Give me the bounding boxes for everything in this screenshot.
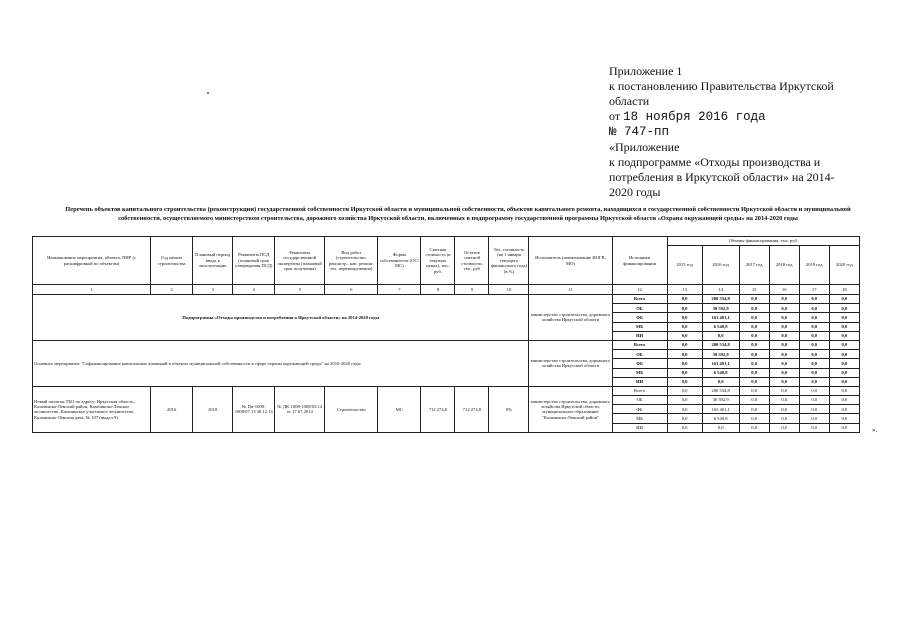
funding-value: 0,0 xyxy=(769,322,799,331)
funding-value: 0,0 xyxy=(667,359,702,368)
funding-value: 0,0 xyxy=(799,414,829,423)
column-number: 12 xyxy=(612,285,667,295)
funding-value: 0,0 xyxy=(667,313,702,322)
appendix-quote-line: «Приложение xyxy=(609,140,680,154)
funding-value: 0,0 xyxy=(739,386,769,395)
funding-value: 0,0 xyxy=(829,359,859,368)
funding-value: 0,0 xyxy=(667,322,702,331)
funding-source: ИИ xyxy=(612,331,667,340)
executor-cell: министерство строительства, дорожного хозяйства Иркутской области xyxy=(529,295,612,341)
funding-value: 163 401,1 xyxy=(702,359,739,368)
funding-value: 0,0 xyxy=(829,295,859,304)
column-header: Плановый период ввода в эксплуатацию xyxy=(193,237,233,285)
funding-value: 0,0 xyxy=(667,368,702,377)
column-header: Сметная стоимость (в текущих ценах), тыс. руб. xyxy=(421,237,455,285)
funding-value: 0,0 xyxy=(739,350,769,359)
funding-value: 0,0 xyxy=(799,359,829,368)
funding-value: 0,0 xyxy=(667,304,702,313)
object-remainder: 712 274,8 xyxy=(455,386,489,432)
appendix-title: Приложение 1 xyxy=(609,64,683,78)
funding-value: 163 401,1 xyxy=(702,405,739,414)
funding-value: 0,0 xyxy=(769,368,799,377)
column-number: 18 xyxy=(829,285,859,295)
funding-value: 0,0 xyxy=(769,414,799,423)
funding-value: 0,0 xyxy=(702,423,739,432)
object-expertise: № ДК-1008-1008/03.14 от 17.07.2014 xyxy=(275,386,325,432)
table-row xyxy=(33,295,860,304)
object-readiness: 0% xyxy=(489,386,529,432)
funding-value: 0,0 xyxy=(829,313,859,322)
decree-date-line xyxy=(609,109,849,125)
funding-value: 0,0 xyxy=(739,423,769,432)
column-number: 13 xyxy=(667,285,702,295)
document-title: Перечень объектов капитального строительства (реконструкции) государственной собственности Иркутской области и муниципальной собственности, объектов капитального ремонта, находящихся в государственной собственности Иркутской области и муниципальной собственности, осуществляемого министерством строительства, дорожного хозяйства Иркутской области, включенных в подпрограмму государственной программы Иркутской области «Охрана окружающей среды» на 2014-2020 годы xyxy=(65,206,851,222)
column-header: Вид работ (строительство, реконстр., кап. ремонт, тех. перевооружение) xyxy=(325,237,378,285)
column-header: Тех. готовность (на 1 января текущего финансового года) (в %) xyxy=(489,237,529,285)
funding-value: 0,0 xyxy=(739,340,769,349)
funding-source: ОБ xyxy=(612,350,667,359)
column-number: 8 xyxy=(421,285,455,295)
funding-value: 0,0 xyxy=(769,350,799,359)
funding-value: 200 534,8 xyxy=(702,295,739,304)
funding-value: 30 592,9 xyxy=(702,396,739,405)
column-number: 7 xyxy=(378,285,421,295)
column-header: Реквизиты государственной экспертизы (плановый срок получения) xyxy=(275,237,325,285)
funding-value: 0,0 xyxy=(769,295,799,304)
funding-value: 0,0 xyxy=(829,396,859,405)
funding-value: 163 401,1 xyxy=(702,313,739,322)
funding-value: 0,0 xyxy=(769,359,799,368)
section-name: Основное мероприятие "Софинансирование капитальных вложений в объекты муниципальной собственности в сфере охраны окружающей среды" на 2016-2020 годы xyxy=(33,340,529,386)
executor-cell: министерство строительства, дорожного хозяйства Иркутской области xyxy=(529,340,612,386)
funding-value: 0,0 xyxy=(667,414,702,423)
funding-value: 0,0 xyxy=(799,322,829,331)
funding-value: 0,0 xyxy=(769,377,799,386)
column-number: 9 xyxy=(455,285,489,295)
funding-source: ФБ xyxy=(612,359,667,368)
funding-value: 6 540,8 xyxy=(702,322,739,331)
decree-date: 18 ноября 2016 года xyxy=(623,110,766,124)
funding-value: 0,0 xyxy=(799,340,829,349)
funding-value: 0,0 xyxy=(829,377,859,386)
funding-value: 0,0 xyxy=(799,295,829,304)
funding-value: 0,0 xyxy=(769,396,799,405)
funding-value: 0,0 xyxy=(799,368,829,377)
column-number: 5 xyxy=(275,285,325,295)
column-number: 3 xyxy=(193,285,233,295)
funding-value: 0,0 xyxy=(829,414,859,423)
funding-value: 6 540,8 xyxy=(702,368,739,377)
funding-value: 0,0 xyxy=(769,423,799,432)
funding-value: 0,0 xyxy=(739,295,769,304)
funding-value: 0,0 xyxy=(829,423,859,432)
funding-source: ФБ xyxy=(612,405,667,414)
objects-table xyxy=(32,236,860,433)
column-number: 14 xyxy=(702,285,739,295)
funding-value: 0,0 xyxy=(667,331,702,340)
funding-value: 0,0 xyxy=(829,331,859,340)
object-cost: 712 274,8 xyxy=(421,386,455,432)
funding-source: Всего xyxy=(612,340,667,349)
funding-source: ФБ xyxy=(612,313,667,322)
decree-region: области xyxy=(609,94,650,108)
year-header: 2016 год xyxy=(702,246,739,285)
object-work: Строительство xyxy=(325,386,378,432)
funding-value: 0,0 xyxy=(739,304,769,313)
funding-value: 6 540,8 xyxy=(702,414,739,423)
column-number: 4 xyxy=(233,285,275,295)
funding-value: 0,0 xyxy=(702,331,739,340)
funding-value: 200 534,8 xyxy=(702,386,739,395)
appendix-header xyxy=(609,64,849,200)
object-psd: № Пи-1008-1008/07.13 30.12.13 xyxy=(233,386,275,432)
funding-value: 0,0 xyxy=(667,396,702,405)
subprogram-reference: к подпрограмме «Отходы производства и потребления в Иркутской области» на 2014-2020 годы xyxy=(609,155,835,199)
column-header: Источники финансирования xyxy=(612,237,667,285)
funding-value: 0,0 xyxy=(799,331,829,340)
scan-speck xyxy=(207,92,209,94)
funding-value: 0,0 xyxy=(769,304,799,313)
object-name: Новый полигон ТБО по адресу: Иркутская область, Казачинско-Ленский район, Казачинско-Ленское лесничество, Казачинское участковое лесничество, Казачинско-Ленская дача, № 107 (выдел 9) xyxy=(33,386,151,432)
object-commission: 2018 xyxy=(193,386,233,432)
funding-value: 0,0 xyxy=(667,405,702,414)
funding-value: 0,0 xyxy=(769,313,799,322)
margin-mark: ». xyxy=(872,426,878,434)
column-header: Реквизиты ПСД (плановый срок утверждения ПСД) xyxy=(233,237,275,285)
decree-number: № 747-пп xyxy=(609,125,670,139)
column-number: 10 xyxy=(489,285,529,295)
column-number: 17 xyxy=(799,285,829,295)
funding-value: 0,0 xyxy=(829,350,859,359)
funding-value: 0,0 xyxy=(829,322,859,331)
year-header: 2015 год xyxy=(667,246,702,285)
funding-value: 0,0 xyxy=(829,368,859,377)
funding-value: 0,0 xyxy=(739,377,769,386)
funding-source: ИИ xyxy=(612,377,667,386)
funding-value: 0,0 xyxy=(829,405,859,414)
funding-value: 0,0 xyxy=(667,386,702,395)
funding-value: 0,0 xyxy=(739,359,769,368)
column-number: 2 xyxy=(151,285,193,295)
funding-value: 0,0 xyxy=(799,405,829,414)
decree-reference: к постановлению Правительства Иркутской xyxy=(609,79,834,93)
column-number: 11 xyxy=(529,285,612,295)
funding-value: 0,0 xyxy=(829,304,859,313)
funding-source: МБ xyxy=(612,322,667,331)
object-start: 2016 xyxy=(151,386,193,432)
funding-header: Объемы финансирования, тыс. руб. xyxy=(667,237,859,246)
funding-source: МБ xyxy=(612,414,667,423)
funding-value: 0,0 xyxy=(739,322,769,331)
funding-value: 0,0 xyxy=(769,331,799,340)
funding-value: 30 592,9 xyxy=(702,350,739,359)
column-header: Наименование мероприятия, объекта, ПИР (с расшифровкой по объектам) xyxy=(33,237,151,285)
year-header: 2020 год xyxy=(829,246,859,285)
funding-source: ИИ xyxy=(612,423,667,432)
table-row xyxy=(33,386,860,395)
funding-value: 0,0 xyxy=(739,405,769,414)
funding-value: 0,0 xyxy=(799,313,829,322)
funding-value: 0,0 xyxy=(799,304,829,313)
funding-source: ОБ xyxy=(612,396,667,405)
funding-value: 0,0 xyxy=(739,414,769,423)
year-header: 2017 год xyxy=(739,246,769,285)
funding-value: 30 592,9 xyxy=(702,304,739,313)
funding-value: 0,0 xyxy=(667,423,702,432)
header-row xyxy=(33,237,860,246)
column-number: 16 xyxy=(769,285,799,295)
column-number: 6 xyxy=(325,285,378,295)
funding-value: 200 534,8 xyxy=(702,340,739,349)
column-header: Исполнитель (наименование ИОГВ, МО) xyxy=(529,237,612,285)
funding-value: 0,0 xyxy=(829,386,859,395)
funding-value: 0,0 xyxy=(769,340,799,349)
funding-value: 0,0 xyxy=(799,386,829,395)
funding-source: Всего xyxy=(612,386,667,395)
funding-value: 0,0 xyxy=(667,377,702,386)
funding-value: 0,0 xyxy=(667,340,702,349)
column-number: 1 xyxy=(33,285,151,295)
section-name: Подпрограмма «Отходы производства и потребления в Иркутской области» на 2014-2020 годы xyxy=(33,295,529,341)
year-header: 2018 год xyxy=(769,246,799,285)
funding-value: 0,0 xyxy=(799,350,829,359)
column-number: 15 xyxy=(739,285,769,295)
object-executor: министерство строительства, дорожного хозяйства Иркутской области, муниципальное образование "Казачинско-Ленский район" xyxy=(529,386,612,432)
funding-value: 0,0 xyxy=(739,313,769,322)
funding-source: МБ xyxy=(612,368,667,377)
table-row xyxy=(33,340,860,349)
funding-value: 0,0 xyxy=(667,350,702,359)
funding-value: 0,0 xyxy=(799,396,829,405)
funding-value: 0,0 xyxy=(739,396,769,405)
column-header: Форма собственности (ОС/МС) xyxy=(378,237,421,285)
year-header: 2019 год xyxy=(799,246,829,285)
funding-value: 0,0 xyxy=(799,423,829,432)
funding-value: 0,0 xyxy=(769,405,799,414)
column-header: Остаток сметной стоимости, тыс. руб xyxy=(455,237,489,285)
date-prefix: от xyxy=(609,109,621,123)
column-number-row xyxy=(33,285,860,295)
funding-value: 0,0 xyxy=(667,295,702,304)
funding-value: 0,0 xyxy=(829,340,859,349)
funding-value: 0,0 xyxy=(739,368,769,377)
funding-value: 0,0 xyxy=(739,331,769,340)
funding-value: 0,0 xyxy=(702,377,739,386)
funding-value: 0,0 xyxy=(769,386,799,395)
funding-value: 0,0 xyxy=(799,377,829,386)
column-header: Год начала строительства xyxy=(151,237,193,285)
funding-source: ОБ xyxy=(612,304,667,313)
funding-source: Всего xyxy=(612,295,667,304)
object-ownership: МС xyxy=(378,386,421,432)
